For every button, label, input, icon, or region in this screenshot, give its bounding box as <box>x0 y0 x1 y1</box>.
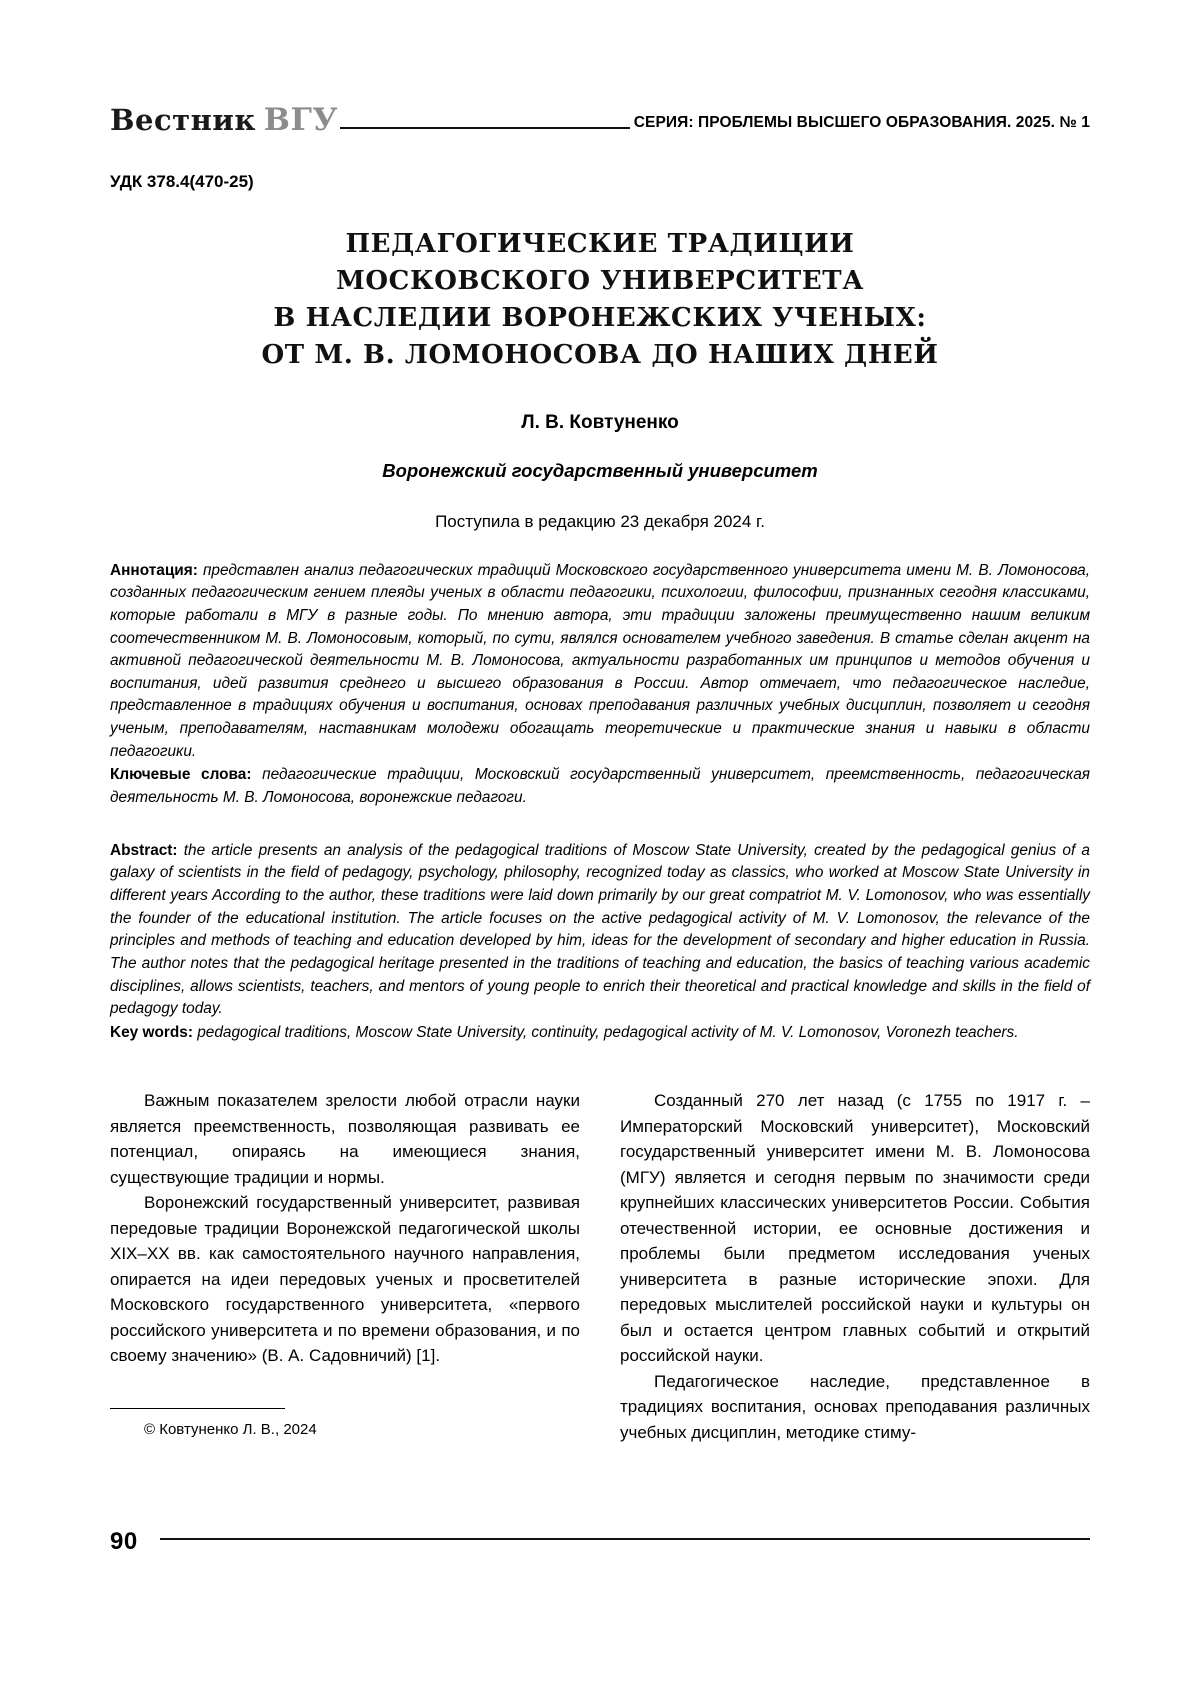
copyright-note: © Ковтуненко Л. В., 2024 <box>144 1421 317 1438</box>
page-number: 90 <box>110 1528 138 1555</box>
body-paragraph: Педагогическое наследие, представленное в традициях воспитания, основах преподавания различных учебных дисциплин, методике стиму- <box>620 1371 1090 1442</box>
page-title <box>110 226 1090 374</box>
title-line-3: В НАСЛЕДИИ ВОРОНЕЖСКИХ УЧЕНЫХ: <box>273 302 927 333</box>
running-head-rule <box>340 127 630 129</box>
title-line-1: ПЕДАГОГИЧЕСКИЕ ТРАДИЦИИ <box>345 229 855 259</box>
author-affiliation: Воронежский государственный университет <box>382 459 818 481</box>
keywords-ru-text: педагогические традиции, Московский государственный университет, преемственность, педагогическая деятельность М. В. Ломоносова, воронежские педагоги. <box>110 766 1090 807</box>
keywords-ru-label: Ключевые слова: <box>110 766 252 784</box>
keywords-en <box>110 1022 1090 1045</box>
journal-name-part2: ВГУ <box>263 102 339 138</box>
body-column-left <box>110 1088 580 1445</box>
running-head <box>110 92 1090 136</box>
body-column-right <box>620 1088 1090 1445</box>
footer-rule <box>160 1538 1090 1540</box>
udc-code: УДК 378.4(470-25) <box>110 172 254 191</box>
abstract-en <box>110 840 1090 1045</box>
journal-logo <box>110 102 339 138</box>
abstract-ru-text: представлен анализ педагогических традиций Московского государственного университета имени М. В. Ломоносова, созданных педагогическим гением плеяды ученых в области педагогики, психологии, философии, признанных сегодня классиками, которые работали в МГУ в разные годы. По мнению автора, эти традиции заложены преимущественно нашим великим соотечественником М. В. Ломоносовым, который, по сути, являлся основателем учебного заведения. В статье сделан акцент на активной педагогической деятельности М. В. Ломоносова, актуальности разработанных им принципов и методов обучения и воспитания, идей развития среднего и высшего образования в России. Автор отмечает, что педагогическое наследие, представленное в традициях обучения и воспитания, основах преподавания различных учебных дисциплин, позволяет и сегодня ученым, преподавателям, наставникам молодежи обогащать теоретические и практические знания и навыки в области педагогики. <box>110 561 1090 760</box>
body-columns <box>110 1088 1090 1445</box>
keywords-en-label: Key words: <box>110 1023 193 1041</box>
abstract-en-text: the article presents an analysis of the pedagogical traditions of Moscow State University, created by the pedagogical genius of a galaxy of scientists in the field of pedagogy, psychology, philosophy, recognized today as classics, who worked at Moscow State University in different years According to the author, these traditions were laid down primarily by our great compatriot M. V. Lomonosov, who was essentially the founder of the educational institution. The article focuses on the active pedagogical activity of M. V. Lomonosov, the relevance of the principles and methods of teaching and education developed by him, ideas for the development of secondary and higher education in Russia. The author notes that the pedagogical heritage presented in the traditions of teaching and education, the basics of teaching various academic disciplines, allows scientists, teachers, and mentors of young people to enrich their theoretical and practical knowledge and skills in the field of pedagogy today. <box>110 841 1090 1018</box>
keywords-ru <box>110 764 1090 809</box>
footnote-rule <box>110 1408 285 1409</box>
keywords-en-text: pedagogical traditions, Moscow State University, continuity, pedagogical activity of M. V. Lomonosov, Voronezh teachers. <box>192 1023 1019 1041</box>
footnote-area <box>110 1408 580 1438</box>
body-paragraph: Важным показателем зрелости любой отрасли науки является преемственность, позволяющая развивать ее потенциал, опираясь на имеющиеся знания, существующие традиции и нормы. <box>110 1091 580 1187</box>
journal-series-line: СЕРИЯ: ПРОБЛЕМЫ ВЫСШЕГО ОБРАЗОВАНИЯ. 2025. № 1 <box>633 114 1090 131</box>
abstract-ru <box>110 560 1090 810</box>
author-name: Л. В. Ковтуненко <box>521 411 679 433</box>
page-footer <box>110 1528 1090 1556</box>
abstract-en-label: Abstract: <box>110 841 178 859</box>
received-date: Поступила в редакцию 23 декабря 2024 г. <box>435 511 765 531</box>
journal-name-part1: Вестник <box>110 103 256 137</box>
title-line-2: МОСКОВСКОГО УНИВЕРСИТЕТА <box>336 265 864 296</box>
abstract-ru-label: Аннотация: <box>110 561 198 579</box>
title-line-4: ОТ М. В. ЛОМОНОСОВА ДО НАШИХ ДНЕЙ <box>261 339 939 370</box>
body-paragraph: Созданный 270 лет назад (с 1755 по 1917 г. – Императорский Московский университет), Московский государственный университет имени М. В. Ломоносова (МГУ) является и сегодня первым по значимости среди крупнейших классических университетов России. События отечественной истории, ее основные достижения и проблемы были предметом исследования ученых университета в разные исторические эпохи. Для передовых мыслителей российской науки и культуры он был и остается центром главных событий и открытий российской науки. <box>620 1091 1090 1366</box>
body-paragraph: Воронежский государственный университет, развивая передовые традиции Воронежской педагогической школы XIX–XX вв. как самостоятельного научного направления, опирается на идеи передовых ученых и просветителей Московского государственного университета, «первого российского университета и по времени образования, и по своему значению» (В. А. Садовничий) [1]. <box>110 1193 580 1366</box>
